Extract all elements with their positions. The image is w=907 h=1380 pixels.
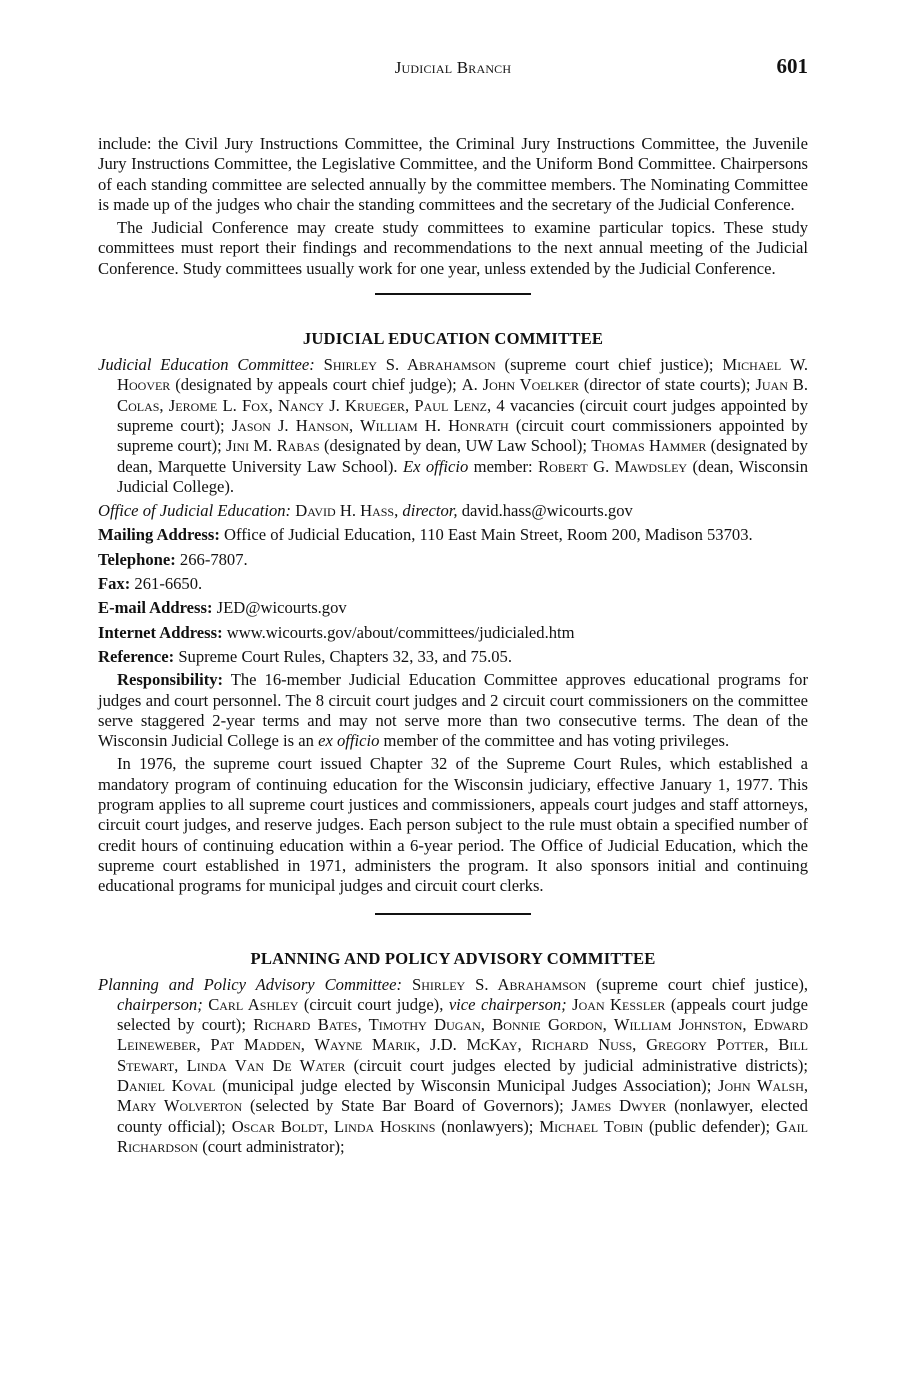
member-name: Shirley S. Abrahamson xyxy=(323,355,496,375)
mailing-label: Mailing Address: xyxy=(98,525,220,545)
email-label: E-mail Address: xyxy=(98,598,213,618)
fax-label: Fax: xyxy=(98,574,131,594)
member-name: Jason J. Hanson, William H. Honrath xyxy=(231,415,509,435)
jec-membership-label: Judicial Education Committee: xyxy=(98,355,315,375)
member-role: (director of state courts); xyxy=(583,375,751,395)
member-name: John Walsh, Mary Wolverton xyxy=(117,1075,809,1116)
member-role: (designated by dean, Marquette University Law School). xyxy=(117,436,808,476)
member-role: (dean, Wisconsin Judicial College). xyxy=(117,456,808,496)
reference-label: Reference: xyxy=(98,646,175,666)
director-email: david.hass@wicourts.gov xyxy=(461,501,633,521)
mailing-address xyxy=(98,525,808,545)
section-divider xyxy=(375,293,531,295)
office-entry xyxy=(98,501,808,521)
member-role: (circuit court judges elected by judicial administrative districts); xyxy=(353,1055,809,1075)
member-role: (designated by appeals court chief judge); xyxy=(175,375,457,395)
member-name: Gail Richardson xyxy=(117,1116,808,1156)
telephone-value: 266-7807. xyxy=(179,549,248,569)
member-name: Richard Bates, Timothy Dugan, Bonnie Gordon, William Johnston, Edward Leineweber, Pat Madden, Wayne Marik, J.D. McKay, Richard Nuss, Gregory Potter, Bill Stewart, Linda Van De Water xyxy=(117,1015,809,1075)
office-label: Office of Judicial Education: xyxy=(98,501,292,521)
mailing-value: Office of Judicial Education, 110 East Main Street, Room 200, Madison 53703. xyxy=(224,525,753,545)
member-role: (appeals court judge selected by court); xyxy=(117,994,808,1035)
member-name: Michael Tobin xyxy=(539,1116,644,1136)
internet-address xyxy=(98,623,808,643)
member-role: 4 vacancies (circuit court judges appointed by supreme court); xyxy=(117,395,808,435)
email-value: JED@wicourts.gov xyxy=(216,598,347,618)
member-role: (nonlawyer, elected county official); xyxy=(117,1096,808,1136)
member-name: Shirley S. Abrahamson xyxy=(411,974,587,994)
page-number: 601 xyxy=(776,54,808,78)
history-paragraph: In 1976, the supreme court issued Chapter 32 of the Supreme Court Rules, which established a mandatory program of continuing education for the Wisconsin judiciary, effective January 1, 1977. This program applies to all supreme court justices and commissioners, appeals court judges and staff attorneys, circuit court judges, and reserve judges. Each person subject to the rule must obtain a specified number of credit hours of continuing education within a 6-year period. The Office of Judicial Education, which the supreme court established in 1971, administers the program. It also sponsors initial and continuing educational programs for municipal judges and circuit court clerks. xyxy=(98,754,808,896)
running-head-title: Judicial Branch xyxy=(394,58,512,77)
member-name: Daniel Koval xyxy=(117,1075,216,1095)
internet-label: Internet Address: xyxy=(98,622,223,642)
member-name: Thomas Hammer xyxy=(591,436,707,456)
responsibility-text-end: member of the committee and has voting privileges. xyxy=(383,731,730,751)
member-title: vice chairperson; xyxy=(448,994,567,1014)
reference xyxy=(98,647,808,667)
ppac-membership xyxy=(98,975,808,1158)
internet-value: www.wicourts.gov/about/committees/judicialed.htm xyxy=(226,622,575,642)
member-name: Carl Ashley xyxy=(208,994,299,1014)
member-role: (supreme court chief justice); xyxy=(504,355,714,375)
member-name: A. John Voelker xyxy=(461,375,579,395)
ex-officio-label: Ex officio xyxy=(402,456,469,476)
member-role: member: xyxy=(473,456,533,476)
member-role: (circuit court commissioners appointed by supreme court); xyxy=(117,415,808,456)
director-title: director, xyxy=(402,501,458,521)
telephone xyxy=(98,550,808,570)
ex-officio-term: ex officio xyxy=(318,731,380,751)
member-title: chairperson; xyxy=(117,994,203,1014)
page xyxy=(98,52,808,1157)
member-role: (designated by dean, UW Law School); xyxy=(323,436,587,456)
reference-value: Supreme Court Rules, Chapters 32, 33, and 75.05. xyxy=(178,646,512,666)
ppac-heading: PLANNING AND POLICY ADVISORY COMMITTEE xyxy=(250,948,656,968)
member-name: Jini M. Rabas xyxy=(226,436,320,456)
member-role: (nonlawyers); xyxy=(441,1116,534,1136)
member-name: Oscar Boldt, Linda Hoskins xyxy=(231,1116,436,1136)
section-divider xyxy=(375,913,531,915)
study-committees-paragraph: The Judicial Conference may create study committees to examine particular topics. These study committees must report their findings and recommendations to the next annual meeting of the Judicial Conference. Study committees usually work for one year, unless extended by the Judicial Conference. xyxy=(98,218,808,278)
responsibility-paragraph xyxy=(98,670,808,751)
ppac-membership-label: Planning and Policy Advisory Committee: xyxy=(98,974,403,994)
fax-value: 261-6650. xyxy=(134,574,203,594)
responsibility-label: Responsibility: xyxy=(117,670,224,690)
member-role: (selected by State Bar Board of Governors); xyxy=(249,1096,564,1116)
member-role: (court administrator); xyxy=(202,1136,345,1156)
jec-membership xyxy=(98,355,808,497)
email-address xyxy=(98,598,808,618)
member-name: Michael W. Hoover xyxy=(117,355,808,395)
member-role: (municipal judge elected by Wisconsin Municipal Judges Association); xyxy=(222,1075,712,1095)
member-name: Robert G. Mawdsley xyxy=(538,456,688,476)
member-role: (public defender); xyxy=(649,1116,771,1136)
member-name: Joan Kessler xyxy=(572,994,666,1014)
fax xyxy=(98,574,808,594)
member-name: James Dwyer xyxy=(571,1096,667,1116)
director-name: David H. Hass, xyxy=(295,501,399,521)
telephone-label: Telephone: xyxy=(98,549,176,569)
member-role: (supreme court chief justice), xyxy=(596,974,808,994)
responsibility-text: The 16-member Judicial Education Committee approves educational programs for judges and court personnel. The 8 circuit court judges and 2 circuit court commissioners on the committee serve staggered 2-year terms and may not serve more than two consecutive terms. The dean of the Wisconsin Judicial College is an xyxy=(98,670,808,751)
member-role: (circuit court judge), xyxy=(303,994,444,1014)
running-head xyxy=(98,52,808,84)
intro-paragraph: include: the Civil Jury Instructions Committee, the Criminal Jury Instructions Committee, the Juvenile Jury Instructions Committee, the Legislative Committee, and the Uniform Bond Committee. Chairpersons of each standing committee are selected annually by the committee members. The Nominating Committee is made up of the judges who chair the standing committees and the secretary of the Judicial Conference. xyxy=(98,134,808,214)
member-name: Juan B. Colas, Jerome L. Fox, Nancy J. Krueger, Paul Lenz, xyxy=(117,375,808,415)
jec-heading: JUDICIAL EDUCATION COMMITTEE xyxy=(302,329,604,349)
